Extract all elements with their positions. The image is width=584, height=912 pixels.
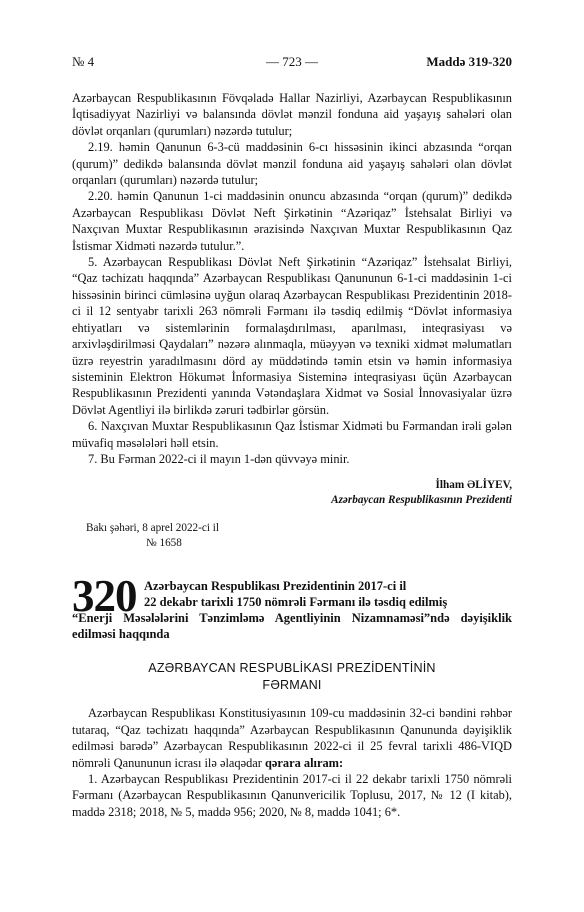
decree-item-1: 1. Azərbaycan Respublikası Prezidentinin 2017-ci il 22 dekabr tarixli 1750 nömrəli Fərmanı (Azərbaycan Respublikasının Qanunvericilik Toplusu, 2017, № 12 (I kitab), maddə 2318; 2018, № 5, maddə 956; 2020, № 8, maddə 1041; 6*. [72,771,512,819]
decree-heading [72,660,512,693]
signatory-position: Azərbaycan Respublikasının Prezidenti [331,494,512,507]
paragraph: Azərbaycan Respublikasının Fövqəladə Hallar Nazirliyi, Azərbaycan Respublikasının İqtisadiyyat Nazirliyi və balansında dövlət mənzil fonduna aid yaşayış sahələri olan dövlət orqanları (qurumları) nəzərdə tutulur; [72,91,512,138]
issue-number: № 4 [72,54,95,69]
signatory-name: İlham ƏLİYEV, [435,479,512,492]
decree-heading-line: FƏRMANI [262,677,322,692]
page-number: — 723 — [266,54,318,69]
decree-title [72,578,512,642]
resolution-phrase: qərara alıram: [265,755,344,770]
signature-block [72,478,512,508]
decree-title-block [72,571,512,646]
paragraph: 7. Bu Fərman 2022-ci il mayın 1-dən qüvvəyə minir. [88,451,350,466]
issue-number-reference: № 1658 [146,536,182,549]
decree-title-line: 22 dekabr tarixli 1750 nömrəli Fərmanı ilə təsdiq edilmiş [144,595,448,610]
article-number: 320 [72,571,137,622]
decree-title-line: Azərbaycan Respublikası Prezidentinin 2017-ci il [144,579,407,594]
page-header [72,54,512,72]
issue-details [86,521,512,550]
issue-place-date: Bakı şəhəri, 8 aprel 2022-ci il [86,522,219,535]
preamble-paragraph [72,705,512,771]
paragraph: 2.19. həmin Qanunun 6-3-cü maddəsinin 6-cı hissəsinin ikinci abzasında “orqan (qurum)” dedikdə balansında dövlət mənzil fonduna aid yaşayış sahələri olan dövlət orqanları (qurumları) nəzərdə tutulur; [72,140,512,188]
paragraph: 2.20. həmin Qanunun 1-ci maddəsinin onuncu abzasında “orqan (qurum)” dedikdə Azərbaycan Respublikası Dövlət Neft Şirkətinin “Azəriqaz” İstehsalat Birliyi və Naxçıvan Muxtar Respublikasının ərazisində Naxçıvan Muxtar Respublikasının Qaz İstismar Xidməti nəzərdə tutulur.”. [72,189,512,253]
decree-title-rest: “Enerji Məsələlərini Tənzimləmə Agentliyinin Nizamnaməsi”ndə dəyişiklik edilməsi haqqında [72,611,512,642]
paragraph: 5. Azərbaycan Respublikası Dövlət Neft Şirkətinin “Azəriqaz” İstehsalat Birliyi, “Qaz təchizatı haqqında” Azərbaycan Respublikası Qanununun 6-1-ci maddəsinin 1-ci hissəsinin birinci cümləsinə uyğun olaraq Azərbaycan Respublikası Prezidentinin 2018-ci il 12 sentyabr tarixli 263 nömrəli Fərmanı ilə təsdiq edilmiş “Dövlət informasiya ehtiyatları və sistemlərinin formalaşdırılması, aparılması, inteqrasiyası və arxivləşdirilməsi Qaydaları” nəzərə alınmaqla, müəyyən və texniki xidmət məlumatları üzrə reyestrin yaradılmasını dörd ay müddətində təmin etsin və həmin informasiya sisteminin Elektron Hökumət İnformasiya Sisteminə inteqrasiyası üçün Azərbaycan Respublikasının Prezidenti yanında Vətəndaşlara Xidmət və Sosial İnnovasiyalar üzrə Dövlət Agentliyi ilə birlikdə zəruri tədbirlər görsün. [72,255,512,417]
paragraph: 6. Naxçıvan Muxtar Respublikasının Qaz İstismar Xidməti bu Fərmandan irəli gələn müvafiq məsələləri həll etsin. [72,419,512,450]
document-body [72,90,512,820]
decree-heading-line: AZƏRBAYCAN RESPUBLİKASI PREZİDENTİNİN [148,661,436,676]
preamble-text: Azərbaycan Respublikası Konstitusiyasının 109-cu maddəsinin 32-ci bəndini rəhbər tutaraq, “Qaz təchizatı haqqında” Azərbaycan Respublikasının Qanununda dəyişiklik edilməsi barədə” Azərbaycan Respublikasının 2022-ci il 25 fevral tarixli 486-VIQD nömrəli Qanununun icrası ilə əlaqədar [72,706,512,770]
article-range: Maddə 319-320 [426,54,512,69]
